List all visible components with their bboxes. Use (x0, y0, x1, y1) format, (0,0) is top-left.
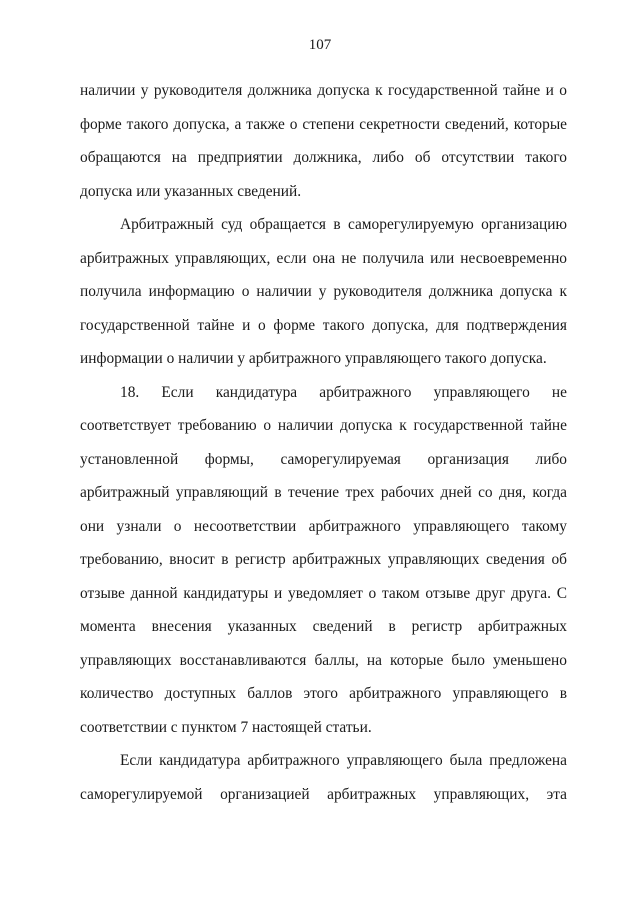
paragraph-continuation: наличии у руководителя должника допуска к государственной тайне и о форме такого допуска, а также о степени секретности сведений, которые обращаются на предприятии должника, либо об отсутствии такого допуска или указанных сведений. (80, 82, 567, 200)
page-number: 107 (308, 37, 332, 53)
document-body (80, 74, 567, 811)
paragraph-candidate-proposed: Если кандидатура арбитражного управляющего была предложена саморегулируемой организацией арбитражных управляющих, эта (80, 752, 567, 803)
paragraph-item-18: 18. Если кандидатура арбитражного управляющего не соответствует требованию о наличии допуска к государственной тайне установленной формы, саморегулируемая организация либо арбитражный управляющий в течение трех рабочих дней со дня, когда они узнали о несоответствии арбитражного управляющего такому требованию, вносит в регистр арбитражных управляющих сведения об отзыве данной кандидатуры и уведомляет о таком отзыве друг друга. С момента внесения указанных сведений в регистр арбитражных управляющих восстанавливаются баллы, на которые было уменьшено количество доступных баллов этого арбитражного управляющего в соответствии с пунктом 7 настоящей статьи. (80, 383, 567, 736)
paragraph-court-request: Арбитражный суд обращается в саморегулируемую организацию арбитражных управляющих, если она не получила или несвоевременно получила информацию о наличии у руководителя должника допуска к государственной тайне и о форме такого допуска, для подтверждения информации о наличии у арбитражного управляющего такого допуска. (80, 216, 567, 367)
